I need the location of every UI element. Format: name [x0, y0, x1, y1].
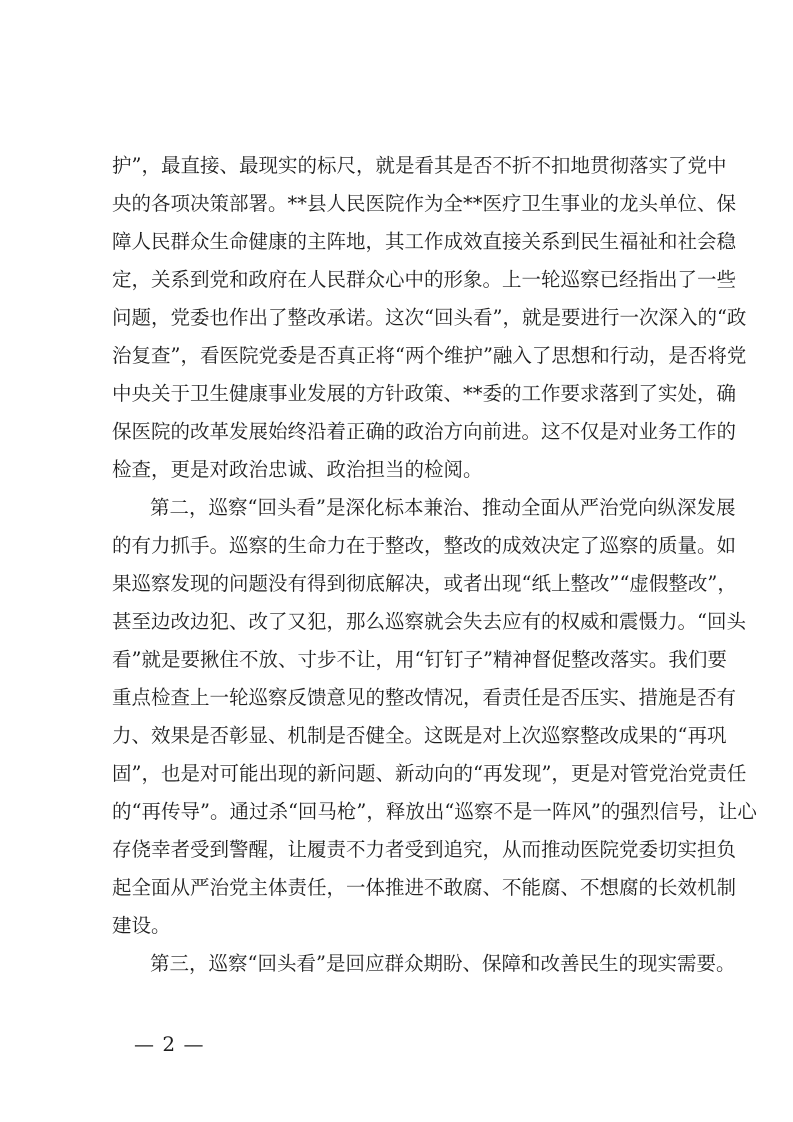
body-text-line: 定，关系到党和政府在人民群众心中的形象。上一轮巡察已经指出了一些: [112, 268, 737, 291]
body-text-line: 问题，党委也作出了整改承诺。这次“回头看”，就是要进行一次深入的“政: [112, 306, 747, 329]
body-text-line: 建设。: [112, 914, 171, 937]
body-text-line: 的有力抓手。巡察的生命力在于整改，整改的成效决定了巡察的质量。如: [112, 534, 737, 557]
body-text-line: 重点检查上一轮巡察反馈意见的整改情况，看责任是否压实、措施是否有: [112, 686, 737, 709]
body-text-line: 治复查”，看医院党委是否真正将“两个维护”融入了思想和行动，是否将党: [112, 344, 747, 367]
body-text-line: 果巡察发现的问题没有得到彻底解决，或者出现“纸上整改”“虚假整改”，: [112, 572, 737, 595]
body-text-line: 障人民群众生命健康的主阵地，其工作成效直接关系到民生福祉和社会稳: [112, 230, 737, 253]
body-text-line: 保医院的改革发展始终沿着正确的政治方向前进。这不仅是对业务工作的: [112, 420, 737, 443]
body-text-line: 存侥幸者受到警醒，让履责不力者受到追究，从而推动医院党委切实担负: [112, 838, 737, 861]
paragraph-first-line: 第三，巡察“回头看”是回应群众期盼、保障和改善民生的现实需要。: [150, 952, 736, 975]
body-text-line: 固”，也是对可能出现的新问题、新动向的“再发现”，更是对管党治党责任: [112, 762, 747, 785]
body-text-line: 央的各项决策部署。**县人民医院作为全**医疗卫生事业的龙头单位、保: [112, 192, 737, 215]
body-text-line: 中央关于卫生健康事业发展的方针政策、**委的工作要求落到了实处，确: [112, 382, 737, 405]
body-text-line: 检查，更是对政治忠诚、政治担当的检阅。: [112, 458, 483, 481]
body-text-line: 甚至边改边犯、改了又犯，那么巡察就会失去应有的权威和震慑力。“回头: [112, 610, 746, 633]
page-number: — 2 —: [134, 1032, 205, 1056]
paragraph-first-line: 第二，巡察“回头看”是深化标本兼治、推动全面从严治党向纵深发展: [150, 496, 736, 519]
body-text-line: 护”，最直接、最现实的标尺，就是看其是否不折不扣地贯彻落实了党中: [112, 154, 727, 177]
body-text-line: 看”就是要揪住不放、寸步不让，用“钉钉子”精神督促整改落实。我们要: [112, 648, 727, 671]
body-text-line: 起全面从严治党主体责任，一体推进不敢腐、不能腐、不想腐的长效机制: [112, 876, 737, 899]
body-text-line: 力、效果是否彰显、机制是否健全。这既是对上次巡察整改成果的“再巩: [112, 724, 727, 747]
body-text-line: 的“再传导”。通过杀“回马枪”，释放出“巡察不是一阵风”的强烈信号，让心: [112, 800, 757, 823]
